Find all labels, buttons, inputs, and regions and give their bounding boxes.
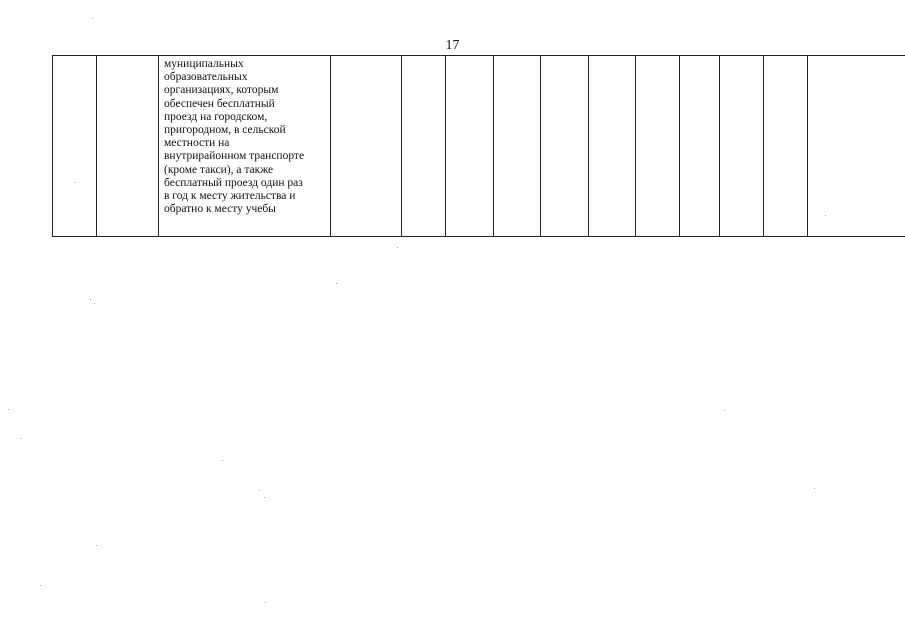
scan-speck xyxy=(8,409,9,410)
scan-speck xyxy=(96,545,97,546)
scan-speck xyxy=(336,283,337,284)
table-cell xyxy=(636,56,680,237)
table-row xyxy=(53,56,905,237)
scan-speck xyxy=(259,490,260,491)
document-table xyxy=(52,55,905,237)
table-cell xyxy=(764,56,808,237)
scan-speck xyxy=(20,438,21,439)
scan-speck xyxy=(90,299,91,300)
table-cell xyxy=(402,56,446,237)
table-cell xyxy=(541,56,589,237)
scan-speck xyxy=(724,410,725,411)
table-cell xyxy=(589,56,636,237)
table-cell-category xyxy=(808,56,905,237)
page-number: 17 xyxy=(445,38,460,53)
table-cell-description: муниципальных образовательных организациях, которым обеспечен бесплатный проезд на городском, пригородном, в сельской местности на внутрирайонном транспорте (кроме такси), а также бесплатный проезд один раз в год к месту жительства и обратно к месту учебы xyxy=(159,56,331,237)
table-cell xyxy=(494,56,541,237)
table-cell xyxy=(53,56,97,237)
scan-speck xyxy=(264,497,265,498)
scan-speck xyxy=(825,215,826,216)
scan-speck xyxy=(40,585,41,586)
scan-speck xyxy=(94,303,95,304)
scan-speck xyxy=(397,247,398,248)
scan-speck xyxy=(222,460,223,461)
table-cell xyxy=(331,56,402,237)
scan-speck xyxy=(814,488,815,489)
table-cell xyxy=(97,56,159,237)
table-cell xyxy=(720,56,764,237)
scan-speck xyxy=(265,602,266,603)
scan-speck xyxy=(75,182,76,183)
scan-speck xyxy=(92,18,93,19)
table-cell xyxy=(680,56,720,237)
table-cell xyxy=(446,56,494,237)
